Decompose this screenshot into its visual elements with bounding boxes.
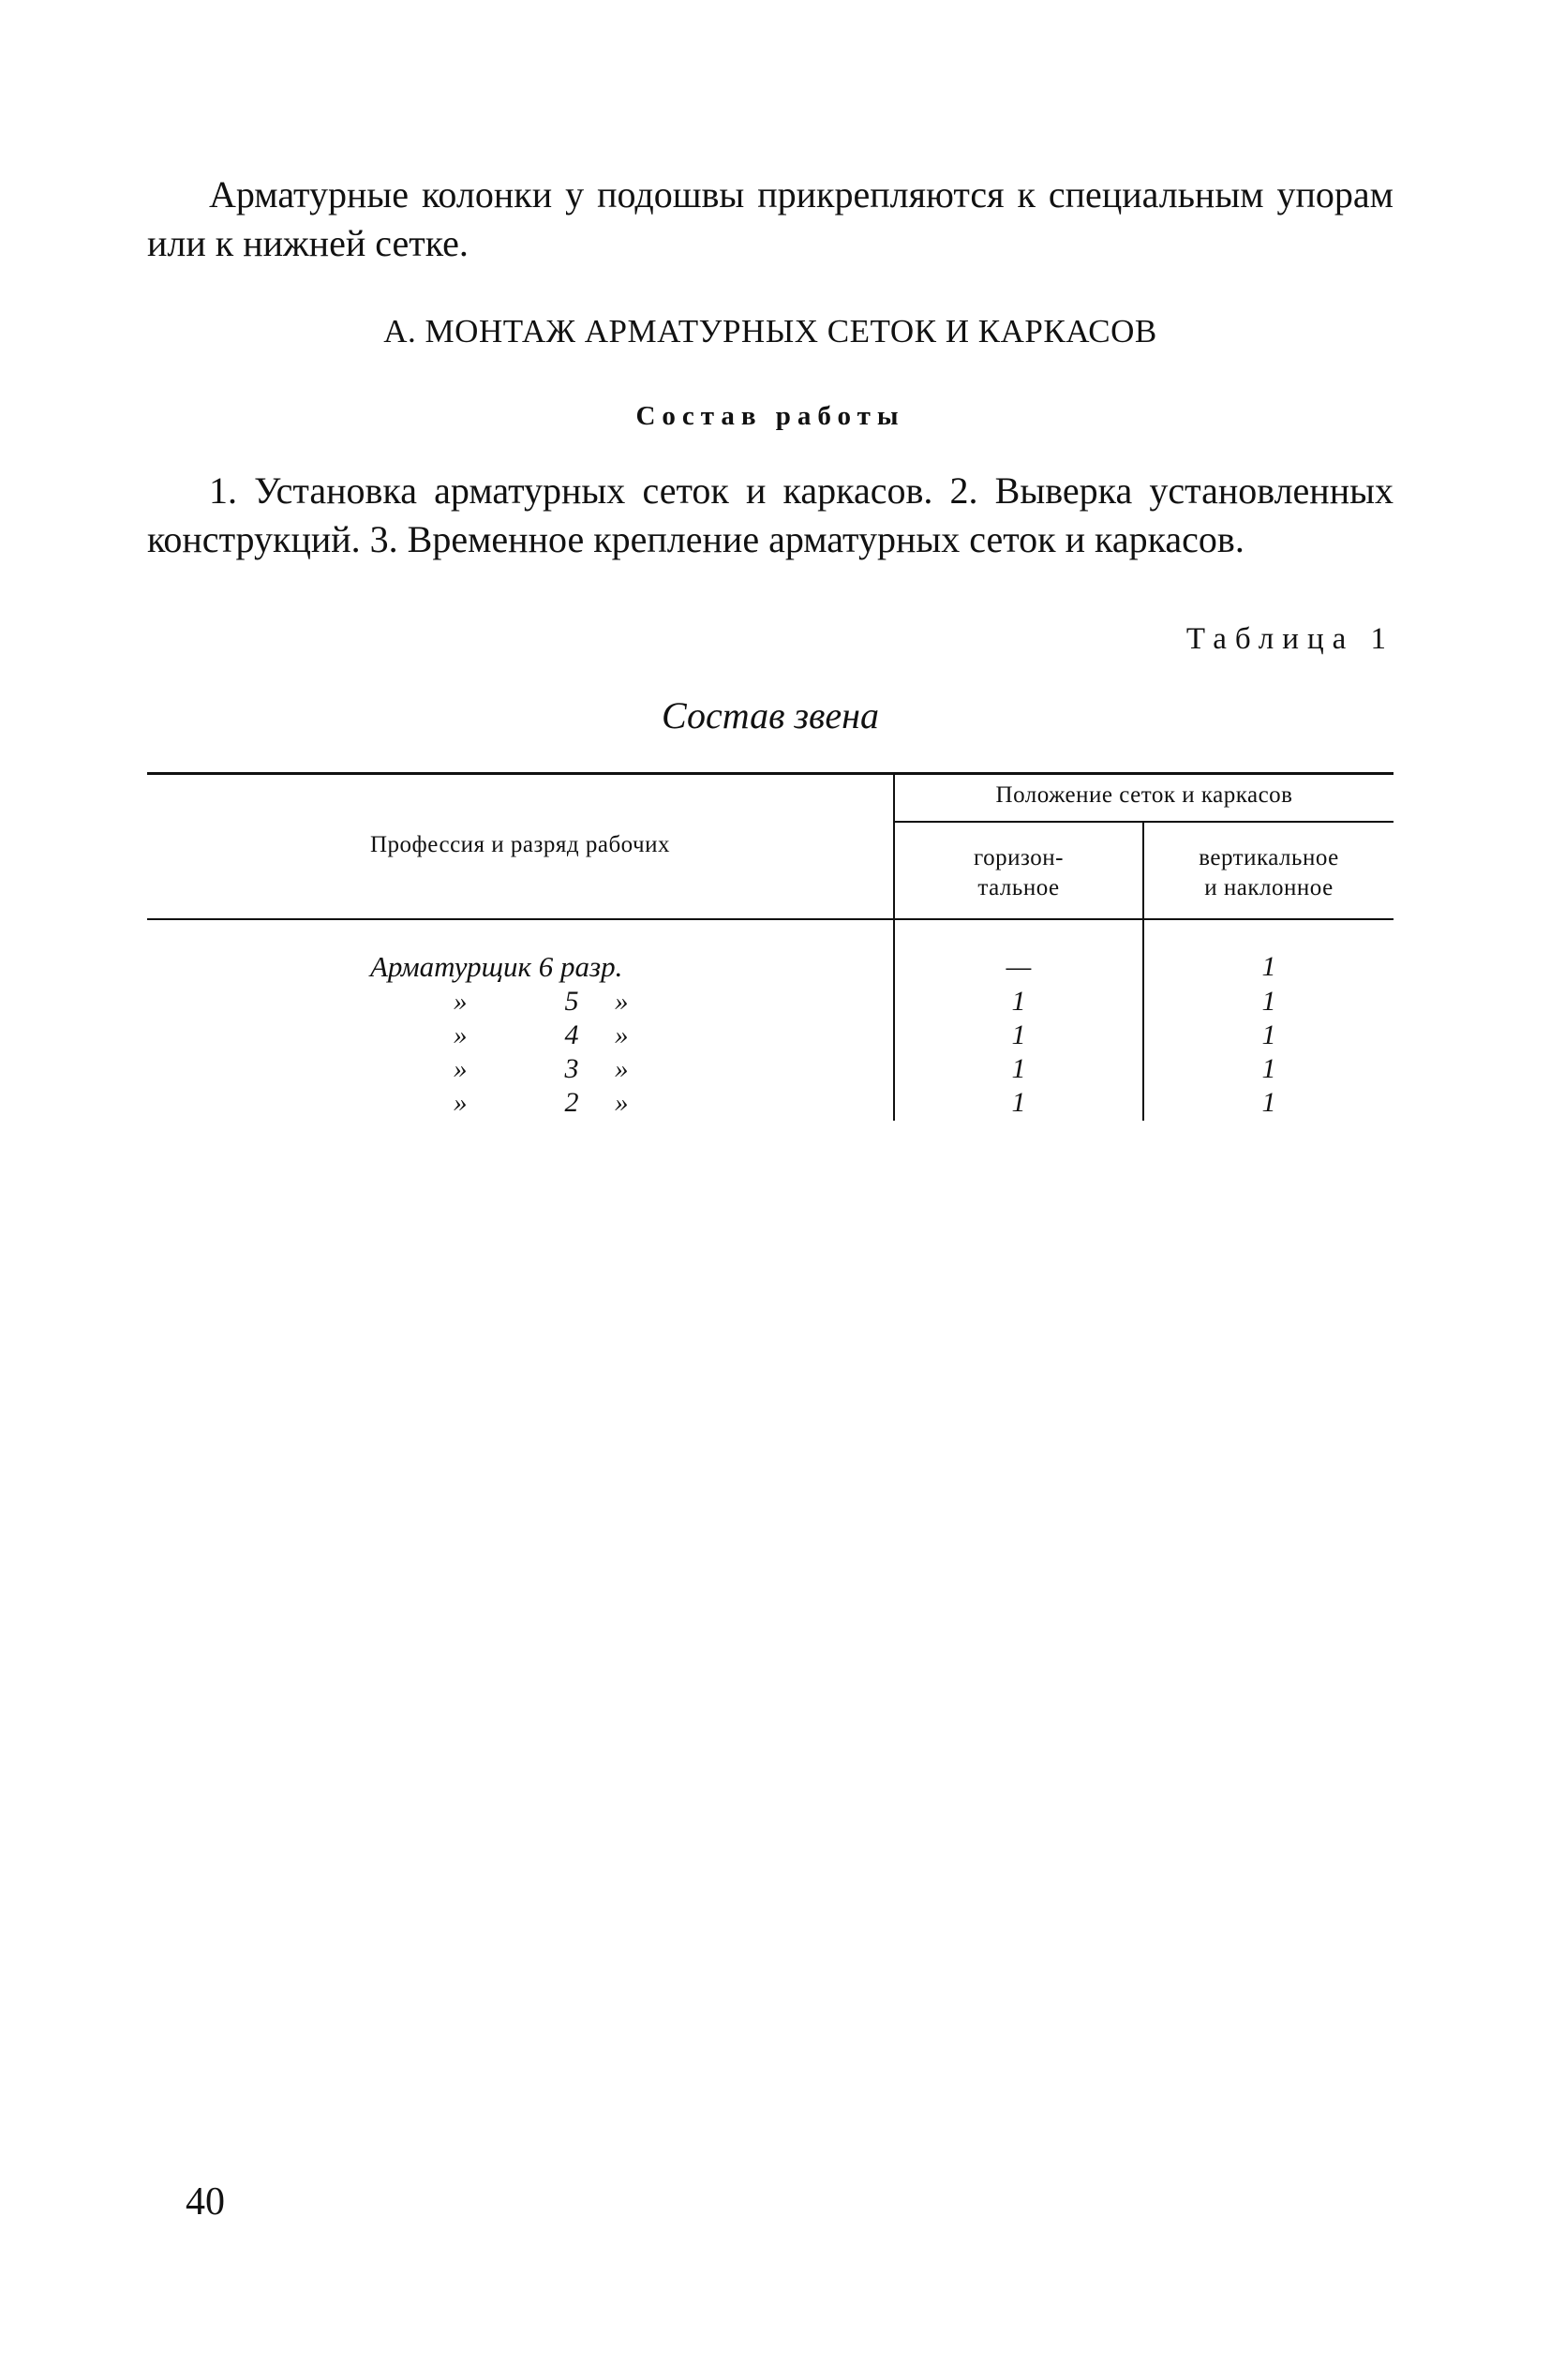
horizontal-cell: 1 <box>1011 1087 1026 1118</box>
table-reference: Таблица 1 <box>1185 622 1394 656</box>
header-position-group: Положение сеток и каркасов <box>995 782 1293 808</box>
grade-cell: 5 <box>564 986 579 1017</box>
header-vertical-line1: вертикальное <box>1199 845 1339 870</box>
vertical-cell: 1 <box>1261 986 1276 1017</box>
table-top-rule <box>147 772 1394 775</box>
header-vertical-line2: и наклонное <box>1204 875 1334 900</box>
grade-cell: 4 <box>564 1019 579 1050</box>
section-heading: А. МОНТАЖ АРМАТУРНЫХ СЕТОК И КАРКАСОВ <box>383 313 1157 350</box>
work-composition-heading: Состав работы <box>635 401 905 431</box>
intro-paragraph <box>147 171 1394 268</box>
steps-text: 1. Установка арматурных сеток и каркасов. 2. Выверка установленных конструкций. 3. Временное крепление арматурных сеток и каркасов. <box>147 469 1394 560</box>
ditto-mark-right: » <box>615 1020 629 1050</box>
horizontal-cell: 1 <box>1011 986 1026 1017</box>
ditto-mark-left: » <box>454 987 468 1017</box>
horizontal-cell: 1 <box>1011 1053 1026 1084</box>
steps-paragraph <box>147 467 1394 564</box>
horizontal-cell: — <box>1006 951 1032 982</box>
profession-cell: Арматурщик 6 разр. <box>370 950 623 983</box>
ditto-mark-left: » <box>454 1020 468 1050</box>
header-bottom-rule <box>147 918 1394 920</box>
ditto-mark-right: » <box>615 1054 629 1084</box>
table-title: Состав звена <box>661 694 879 736</box>
vertical-cell: 1 <box>1261 951 1276 982</box>
ditto-mark-left: » <box>454 1088 468 1118</box>
ditto-mark-left: » <box>454 1054 468 1084</box>
header-profession: Профессия и разряд рабочих <box>370 832 670 857</box>
page-number: 40 <box>186 2180 225 2224</box>
grade-cell: 3 <box>564 1053 579 1084</box>
vertical-cell: 1 <box>1261 1053 1276 1084</box>
horizontal-cell: 1 <box>1011 1019 1026 1050</box>
vertical-cell: 1 <box>1261 1087 1276 1118</box>
ditto-mark-right: » <box>615 987 629 1017</box>
ditto-mark-right: » <box>615 1088 629 1118</box>
header-horizontal <box>895 843 1142 903</box>
header-horizontal-line1: горизон- <box>974 845 1064 870</box>
vertical-cell: 1 <box>1261 1019 1276 1050</box>
header-horizontal-line2: тальное <box>977 875 1060 900</box>
header-vertical <box>1144 843 1394 903</box>
grade-cell: 2 <box>564 1087 579 1118</box>
intro-text: Арматурные колонки у подошвы прикрепляются к специальным упорам или к нижней сетке. <box>147 173 1394 264</box>
